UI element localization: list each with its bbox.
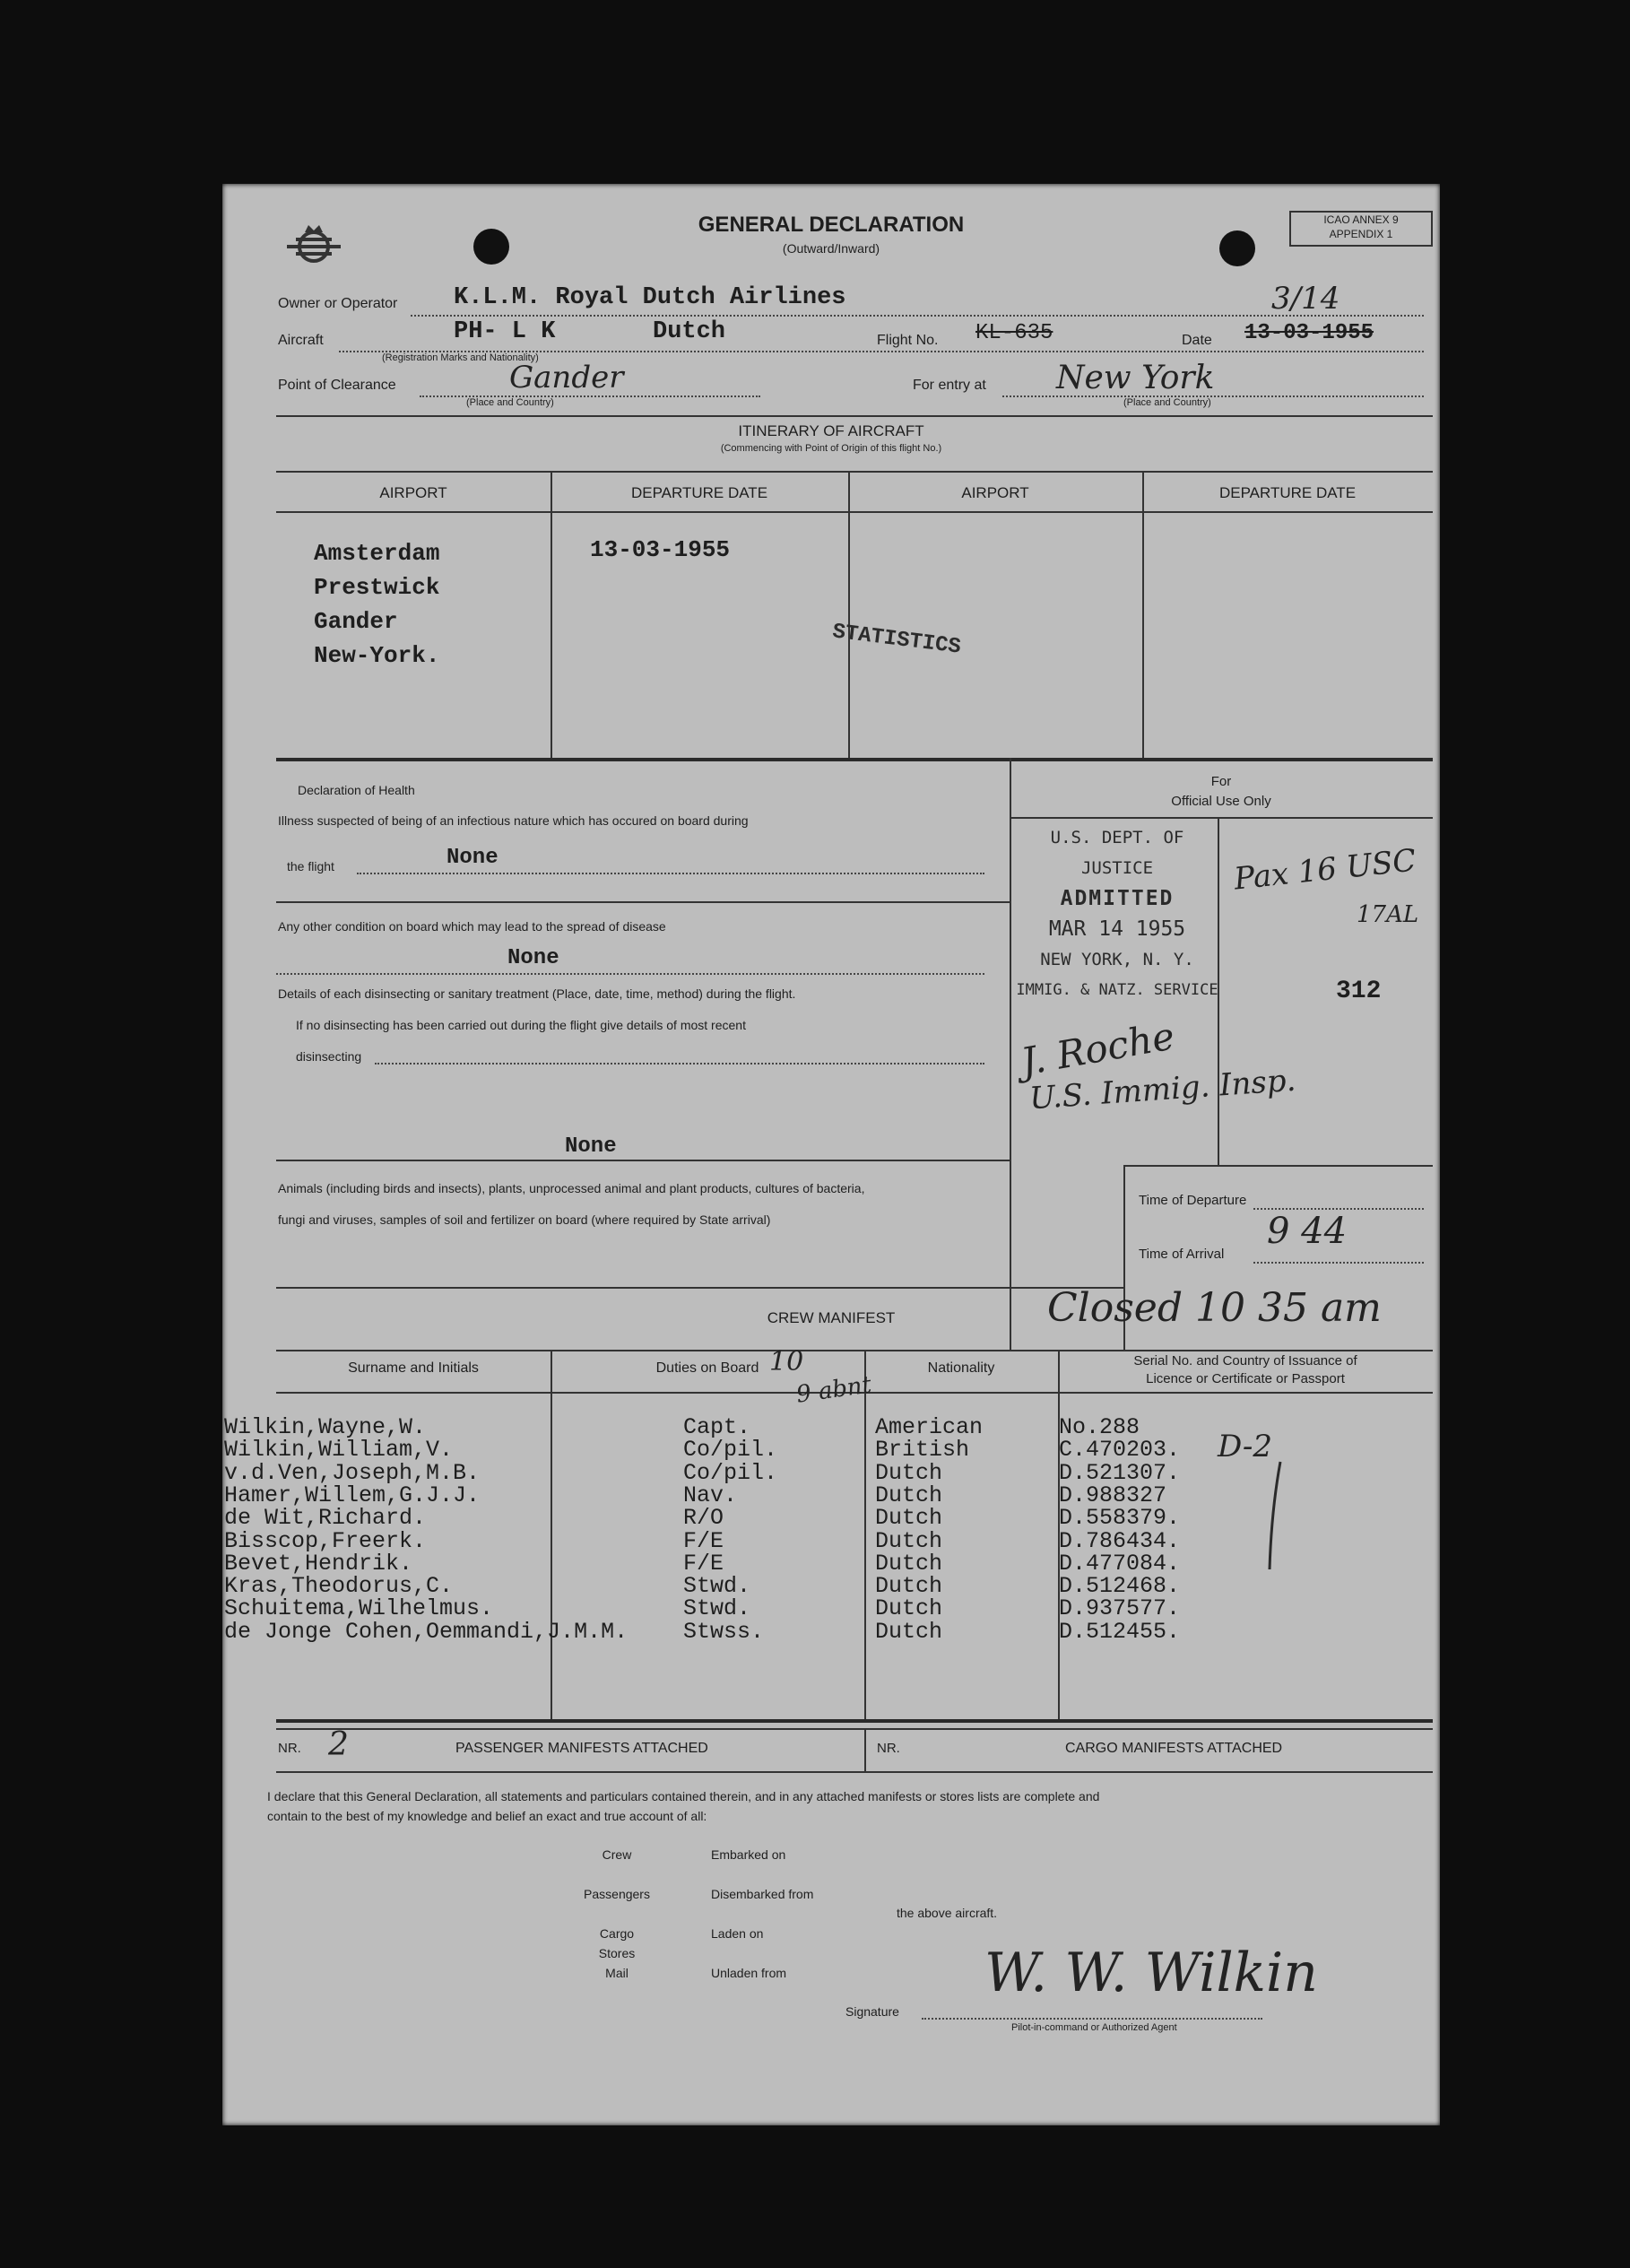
declaration-right: the above aircraft.	[897, 1906, 998, 1920]
crew-name: Wilkin,William,V.	[224, 1437, 454, 1464]
crew-name: de Jonge Cohen,Oemmandi,J.M.M.	[224, 1618, 629, 1645]
flight-value: KL-635	[975, 321, 1053, 345]
itinerary-title: ITINERARY OF AIRCRAFT	[738, 422, 924, 439]
crew-duty: Co/pil.	[683, 1437, 778, 1464]
crew-row	[222, 1618, 1440, 1645]
inspector-title: U.S. Immig. Insp.	[1027, 1062, 1297, 1117]
health-title: Declaration of Health	[298, 783, 415, 797]
inspector-signature: J. Roche	[1018, 1013, 1178, 1084]
crew-duty: F/E	[683, 1527, 724, 1554]
entry-sub-label: (Place and Country)	[1123, 397, 1211, 408]
crew-nationality: British	[875, 1437, 970, 1464]
duty-note: 9 abnt	[794, 1371, 873, 1409]
date-value: 13-03-1955	[1244, 321, 1374, 345]
clearance-label: Point of Clearance	[278, 378, 396, 393]
crew-row	[222, 1482, 1440, 1506]
crew-nationality: Dutch	[875, 1618, 943, 1645]
crew-row	[222, 1550, 1440, 1577]
health-q3: Details of each disinsecting or sanitary treatment (Place, date, time, method) during the flight.	[278, 986, 796, 1001]
crew-serial: D.512455.	[1059, 1618, 1181, 1645]
health-a1: None	[447, 846, 499, 870]
crew-nationality: Dutch	[875, 1482, 943, 1508]
crew-row	[222, 1573, 1440, 1600]
flight-label: Flight No.	[877, 333, 939, 348]
itinerary-col-airport-2: AIRPORT	[961, 484, 1029, 501]
crew-duty: R/O	[683, 1505, 724, 1532]
crew-serial: D.786434.	[1059, 1527, 1181, 1554]
crew-nationality: American	[875, 1414, 984, 1440]
crew-name: de Wit,Richard.	[224, 1505, 427, 1532]
crew-row	[222, 1414, 1440, 1438]
health-q1: Illness suspected of being of an infectious nature which has occured on board during	[278, 813, 749, 828]
form-subtitle: (Outward/Inward)	[782, 241, 880, 256]
crew-duty: Capt.	[683, 1414, 751, 1440]
crew-name: v.d.Ven,Joseph,M.B.	[224, 1459, 481, 1486]
clearance-sub-label: (Place and Country)	[466, 397, 554, 408]
duty-note-2: 10	[769, 1346, 804, 1377]
passenger-nr-label: NR.	[278, 1741, 301, 1756]
passenger-manifest-label: PASSENGER MANIFESTS ATTACHED	[455, 1741, 708, 1756]
crew-title: CREW MANIFEST	[767, 1309, 896, 1326]
crew-serial: No.288	[1059, 1414, 1140, 1440]
crew-duty: F/E	[683, 1550, 724, 1577]
crew-name: Schuitema,Wilhelmus.	[224, 1595, 494, 1622]
crew-serial: D.558379.	[1059, 1505, 1181, 1532]
crew-nationality: Dutch	[875, 1550, 943, 1577]
owner-value: K.L.M. Royal Dutch Airlines	[454, 284, 846, 311]
health-q2: Any other condition on board which may lead to the spread of disease	[278, 919, 666, 934]
crew-serial: D.477084.	[1059, 1550, 1181, 1577]
crew-row	[222, 1505, 1440, 1532]
crew-col-name: Surname and Initials	[348, 1360, 479, 1376]
cargo-manifest-label: CARGO MANIFESTS ATTACHED	[1065, 1741, 1283, 1756]
departure-time-label: Time of Departure	[1139, 1193, 1247, 1208]
crew-col-duties: Duties on Board	[655, 1360, 759, 1376]
itinerary-airports	[314, 536, 439, 673]
crew-serial: D.988327	[1059, 1482, 1167, 1508]
official-number: 312	[1336, 978, 1382, 1005]
official-note-2: 17AL	[1357, 901, 1419, 928]
declaration-middle-list: Embarked on Disembarked from Laden on Unladen from	[711, 1847, 814, 1980]
signature-sub-label: Pilot-in-command or Authorized Agent	[1011, 2022, 1177, 2033]
crew-serial: D.512468.	[1059, 1573, 1181, 1600]
crew-name: Kras,Theodorus,C.	[224, 1573, 454, 1600]
declaration-left-list: Crew Passengers Cargo Stores Mail	[584, 1847, 650, 1980]
crew-duty: Stwd.	[683, 1595, 751, 1622]
crew-serial: D.521307.	[1059, 1459, 1181, 1486]
animals-text-b: fungi and viruses, samples of soil and fertilizer on board (where required by State arrival)	[278, 1212, 771, 1227]
crew-row	[222, 1595, 1440, 1622]
entry-value: New York	[1056, 360, 1215, 396]
declaration-text-a: I declare that this General Declaration, all statements and particulars contained therein, and in any attached manifests or stores lists are complete and	[267, 1789, 1100, 1803]
itinerary-airport: New-York.	[314, 642, 440, 669]
statistics-stamp: STATISTICS	[830, 620, 963, 660]
crew-name: Bevet,Hendrik.	[224, 1550, 413, 1577]
crew-nationality: Dutch	[875, 1505, 943, 1532]
crew-name: Bisscop,Freerk.	[224, 1527, 427, 1554]
crew-col-serial: Serial No. and Country of Issuance of Licence or Certificate or Passport	[1133, 1353, 1357, 1386]
itinerary-airport: Amsterdam	[314, 540, 440, 567]
crew-duty: Stwd.	[683, 1573, 751, 1600]
crew-duty: Stwss.	[683, 1618, 765, 1645]
crew-row	[222, 1459, 1440, 1486]
arrival-time-value: 9 44	[1267, 1211, 1348, 1252]
itinerary-airport: Gander	[314, 608, 398, 635]
crew-row	[222, 1437, 1440, 1464]
form-title: GENERAL DECLARATION	[698, 213, 965, 237]
crew-name: Wilkin,Wayne,W.	[224, 1414, 427, 1440]
aircraft-nationality: Dutch	[653, 318, 726, 345]
declaration-text-b: contain to the best of my knowledge and belief an exact and true account of all:	[267, 1809, 707, 1823]
closed-note: Closed 10 35 am	[1047, 1285, 1382, 1331]
itinerary-col-date: DEPARTURE DATE	[630, 484, 768, 501]
crew-row	[222, 1527, 1440, 1554]
crew-nationality: Dutch	[875, 1527, 943, 1554]
official-note-1: Pax 16 USC	[1232, 842, 1418, 898]
crew-duty: Co/pil.	[683, 1459, 778, 1486]
animals-text-a: Animals (including birds and insects), plants, unprocessed animal and plant products, cultures of bacteria,	[278, 1181, 865, 1195]
crew-duty: Nav.	[683, 1482, 738, 1508]
signature-label: Signature	[845, 2004, 899, 2019]
crew-nationality: Dutch	[875, 1459, 943, 1486]
arrival-time-label: Time of Arrival	[1139, 1247, 1225, 1262]
health-q3b: If no disinsecting has been carried out during the flight give details of most recent	[296, 1018, 746, 1032]
crew-nationality: Dutch	[875, 1595, 943, 1622]
aircraft-value: PH- L K	[454, 318, 556, 345]
health-q3c: disinsecting	[296, 1049, 362, 1064]
crew-col-nationality: Nationality	[927, 1360, 995, 1376]
health-q1b: the flight	[287, 859, 334, 873]
clearance-value: Gander	[509, 360, 624, 395]
admitted-stamp: U.S. DEPT. OF JUSTICE ADMITTED MAR 14 1955 NEW YORK, N. Y. IMMIG. & NATZ. SERVICE	[1016, 828, 1218, 999]
crew-nationality: Dutch	[875, 1573, 943, 1600]
official-use-header: For Official Use Only	[1171, 774, 1271, 809]
annex-box: ICAO ANNEX 9 APPENDIX 1	[1289, 211, 1433, 247]
health-a2: None	[507, 946, 559, 970]
itinerary-airport: Prestwick	[314, 574, 440, 601]
date-label: Date	[1182, 333, 1212, 348]
itinerary-departure-date: 13-03-1955	[590, 536, 731, 563]
pilot-signature: W. W. Wilkin	[984, 1942, 1318, 2004]
cargo-nr-label: NR.	[877, 1741, 900, 1756]
passenger-nr-value: 2	[328, 1726, 349, 1763]
itinerary-col-airport: AIRPORT	[379, 484, 447, 501]
serial-side-note: D-2	[1218, 1429, 1273, 1464]
health-a3: None	[565, 1134, 617, 1159]
entry-label: For entry at	[913, 378, 986, 393]
declaration-sheet	[222, 184, 1440, 2125]
aircraft-sub-label: (Registration Marks and Nationality)	[382, 352, 539, 363]
date-handwritten: 3/14	[1271, 281, 1340, 317]
crew-name: Hamer,Willem,G.J.J.	[224, 1482, 481, 1508]
crew-serial: C.470203.	[1059, 1437, 1181, 1464]
crew-serial: D.937577.	[1059, 1595, 1181, 1622]
itinerary-subtitle: (Commencing with Point of Origin of this flight No.)	[720, 443, 942, 454]
aircraft-label: Aircraft	[278, 333, 324, 348]
owner-label: Owner or Operator	[278, 296, 398, 311]
itinerary-col-date-2: DEPARTURE DATE	[1218, 484, 1357, 501]
